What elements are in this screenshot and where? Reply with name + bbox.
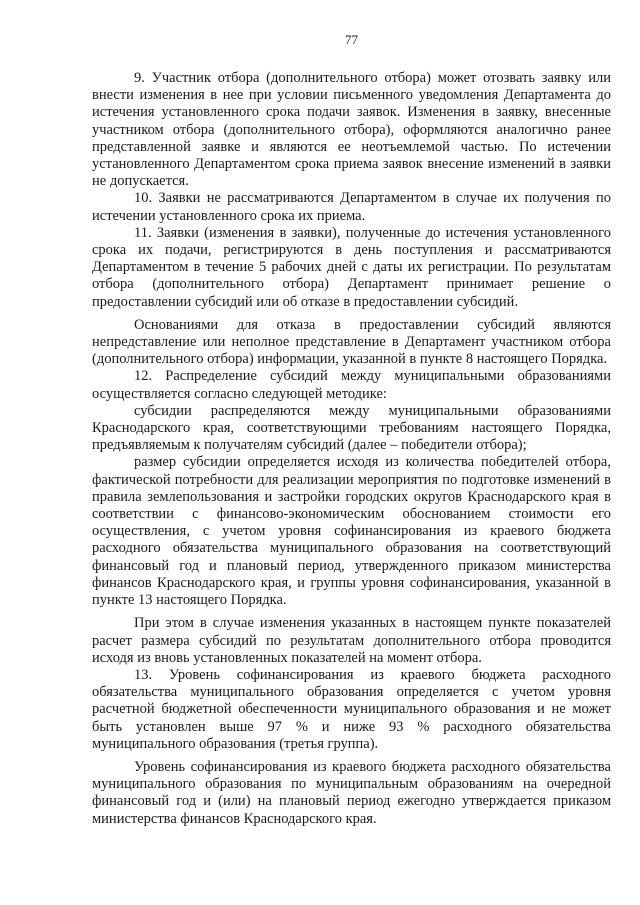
paragraph-12-distribution: субсидии распределяются между муниципальными образованиями Краснодарского края, соответствующими требованиям настоящего Порядка, предъявляемым к получателям субсидий (далее – победители отбора); <box>92 402 611 454</box>
paragraph-13: 13. Уровень софинансирования из краевого бюджета расходного обязательства муниципального образования определяется с учетом уровня расчетной бюджетной обеспеченности муниципального образования и не может быть установлен выше 97 % и ниже 93 % расходного обязательства муниципального образования (третья группа). <box>92 666 611 752</box>
paragraph-10: 10. Заявки не рассматриваются Департаментом в случае их получения по истечении установленного срока их приема. <box>92 190 611 224</box>
paragraph-13-approval: Уровень софинансирования из краевого бюджета расходного обязательства муниципального образования по муниципальным образованиям на очередной финансовый год и (или) на плановый период ежегодно утверждается приказом министерства финансов Краснодарского края. <box>92 758 611 827</box>
paragraph-refusal-grounds: Основаниями для отказа в предоставлении субсидий являются непредставление или неполное представление в Департамент участником отбора (дополнительного отбора) информации, указанной в пункте 8 настоящего Порядка. <box>92 316 611 368</box>
paragraph-12-recalculation: При этом в случае изменения указанных в настоящем пункте показателей расчет размера субсидий по результатам дополнительного отбора проводится исходя из вновь установленных показателей на момент отбора. <box>92 615 611 666</box>
paragraph-11: 11. Заявки (изменения в заявки), полученные до истечения установленного срока их подачи, регистрируются в день поступления и рассматриваются Департаментом в течение 5 рабочих дней с даты их регистрации. По результатам отбора (дополнительного отбора) Департамент принимает решение о предоставлении субсидий или об отказе в предоставлении субсидий. <box>92 224 611 310</box>
paragraph-12-amount: размер субсидии определяется исходя из количества победителей отбора, фактической потребности для реализации мероприятия по подготовке изменений в правила землепользования и застройки городских округов Краснодарского края в соответствии с финансово-экономическим обоснованием стоимости его осуществления, с учетом уровня софинансирования из краевого бюджета расходного обязательства муниципального образования на соответствующий финансовый год и плановый период, утвержденного приказом министерства финансов Краснодарского края, и группы уровня софинансирования, указанной в пункте 13 настоящего Порядка. <box>92 454 611 609</box>
page-number: 77 <box>345 32 358 47</box>
paragraph-12: 12. Распределение субсидий между муниципальными образованиями осуществляется согласно следующей методике: <box>92 368 611 402</box>
document-page <box>92 30 611 828</box>
paragraph-9: 9. Участник отбора (дополнительного отбора) может отозвать заявку или внести изменения в нее при условии письменного уведомления Департамента до истечения установленного срока подачи заявок. Изменения в заявку, внесенные участником отбора (дополнительного отбора), оформляются аналогично ранее представленной заявке и являются ее неотъемлемой частью. По истечении установленного Департаментом срока приема заявок внесение изменений в заявки не допускается. <box>92 70 611 190</box>
